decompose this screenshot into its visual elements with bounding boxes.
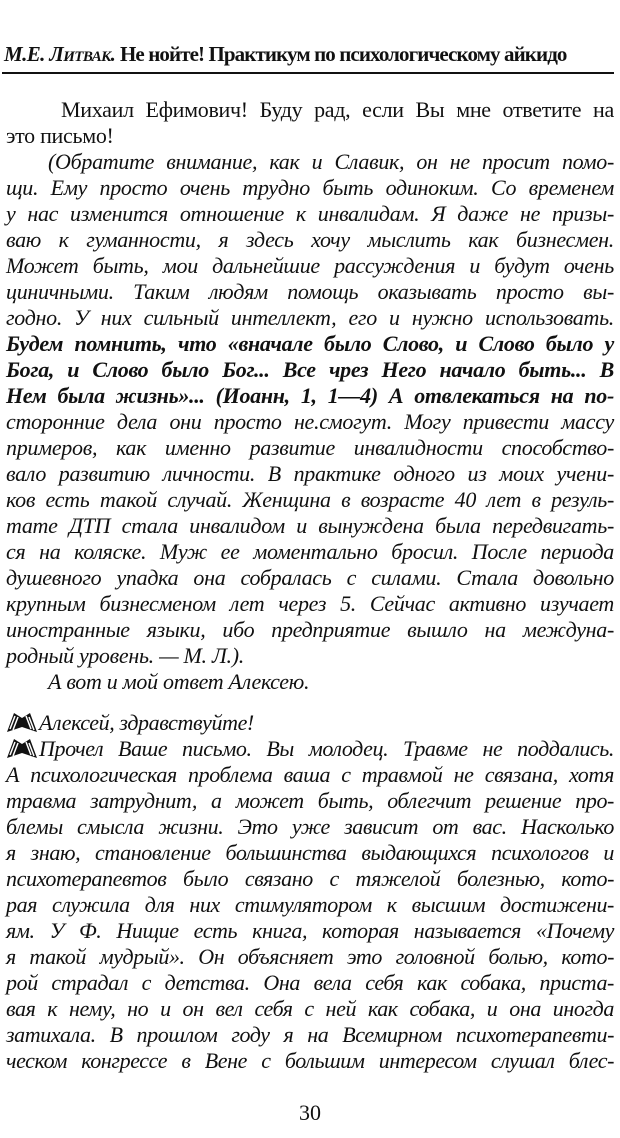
text-line: А вот и мой ответ Алексею. <box>48 669 310 694</box>
text-line: щи. Ему просто очень трудно быть одиноким. Со временем <box>6 175 614 200</box>
text-line: вало развитию личности. В практике одного из моих учени- <box>6 461 614 486</box>
text-line: я такой мудрый». Он объясняет это головной болью, кото- <box>6 944 614 969</box>
header-author: М.Е. Литвак. <box>4 42 116 66</box>
text-line: рой страдал с детства. Она вела себя как собака, приста- <box>6 970 614 995</box>
text-line: затихала. В прошлом году я на Всемирном психотерапевти- <box>6 1022 614 1047</box>
text-line: это письмо! <box>6 123 114 148</box>
text-line: ваю к гуманности, я здесь хочу мыслить как бизнесмен. <box>6 227 614 252</box>
page-number: 30 <box>299 1100 321 1125</box>
open-book-icon <box>6 711 38 733</box>
text-line: Бога, и Слово было Бог... Все чрез Него начало быть... В <box>6 357 614 382</box>
header-rule <box>2 72 614 74</box>
text-line: иностранные языки, ибо предприятие вышло на междуна- <box>6 617 614 642</box>
text-line: годно. У них сильный интеллект, его и нужно использовать. <box>6 305 614 330</box>
text-line: Может быть, мои дальнейшие рассуждения и будут очень <box>6 253 614 278</box>
text-line: Будем помнить, что «вначале было Слово, и Слово было у <box>6 331 614 356</box>
text-line: рая служила для них стимулятором к высшим достижени- <box>6 892 614 917</box>
text-line: циничными. Таким людям помощь оказывать просто вы- <box>6 279 614 304</box>
text-line: тате ДТП стала инвалидом и вынуждена была передвигать- <box>6 513 614 538</box>
text-line: вая к нему, но и он вел себя с ней как собака, и она иногда <box>6 996 614 1021</box>
text-line: ся на коляске. Муж ее моментально бросил. После периода <box>6 539 614 564</box>
header-title: Не нойте! Практикум по психологическому айкидо <box>119 42 567 66</box>
text-line: Нем была жизнь»... (Иоанн, 1, 1—4) А отвлекаться на по- <box>6 383 614 408</box>
letter-greeting: Алексей, здравствуйте! <box>6 710 614 736</box>
text-line: А психологическая проблема ваша с травмой не связана, хотя <box>6 762 614 787</box>
text-line: (Обратите внимание, как и Славик, он не просит помо- <box>48 149 614 174</box>
text-line: ков есть такой случай. Женщина в возрасте 40 лет в резуль- <box>6 487 614 512</box>
text-line: ческом конгрессе в Вене с большим интересом слушал блес- <box>6 1048 614 1073</box>
open-book-icon <box>6 737 38 759</box>
text-line: Прочел Ваше письмо. Вы молодец. Травме не поддались. <box>6 736 614 762</box>
text-line: крупным бизнесменом лет через 5. Сейчас активно изучает <box>6 591 614 616</box>
text-line: травма затруднит, а может быть, облегчит решение про- <box>6 788 614 813</box>
text-line: примеров, как именно развитие инвалидности способство- <box>6 435 614 460</box>
text-line: душевного упадка она собралась с силами. Стала довольно <box>6 565 614 590</box>
text-line: ям. У Ф. Нищие есть книга, которая называется «Почему <box>6 918 614 943</box>
text-line: родный уровень. — М. Л.). <box>6 643 244 668</box>
text-line: я знаю, становление большинства выдающихся психологов и <box>6 840 614 865</box>
text-line: Михаил Ефимович! Буду рад, если Вы мне ответите на <box>61 97 614 122</box>
text-line: сторонние дела они просто не.смогут. Могу привести массу <box>6 409 614 434</box>
text-line: у нас изменится отношение к инвалидам. Я даже не призы- <box>6 201 614 226</box>
running-header <box>4 42 614 67</box>
text-line: блемы смысла жизни. Это уже зависит от вас. Насколько <box>6 814 614 839</box>
text-line: психотерапевтов было связано с тяжелой болезнью, кото- <box>6 866 614 891</box>
